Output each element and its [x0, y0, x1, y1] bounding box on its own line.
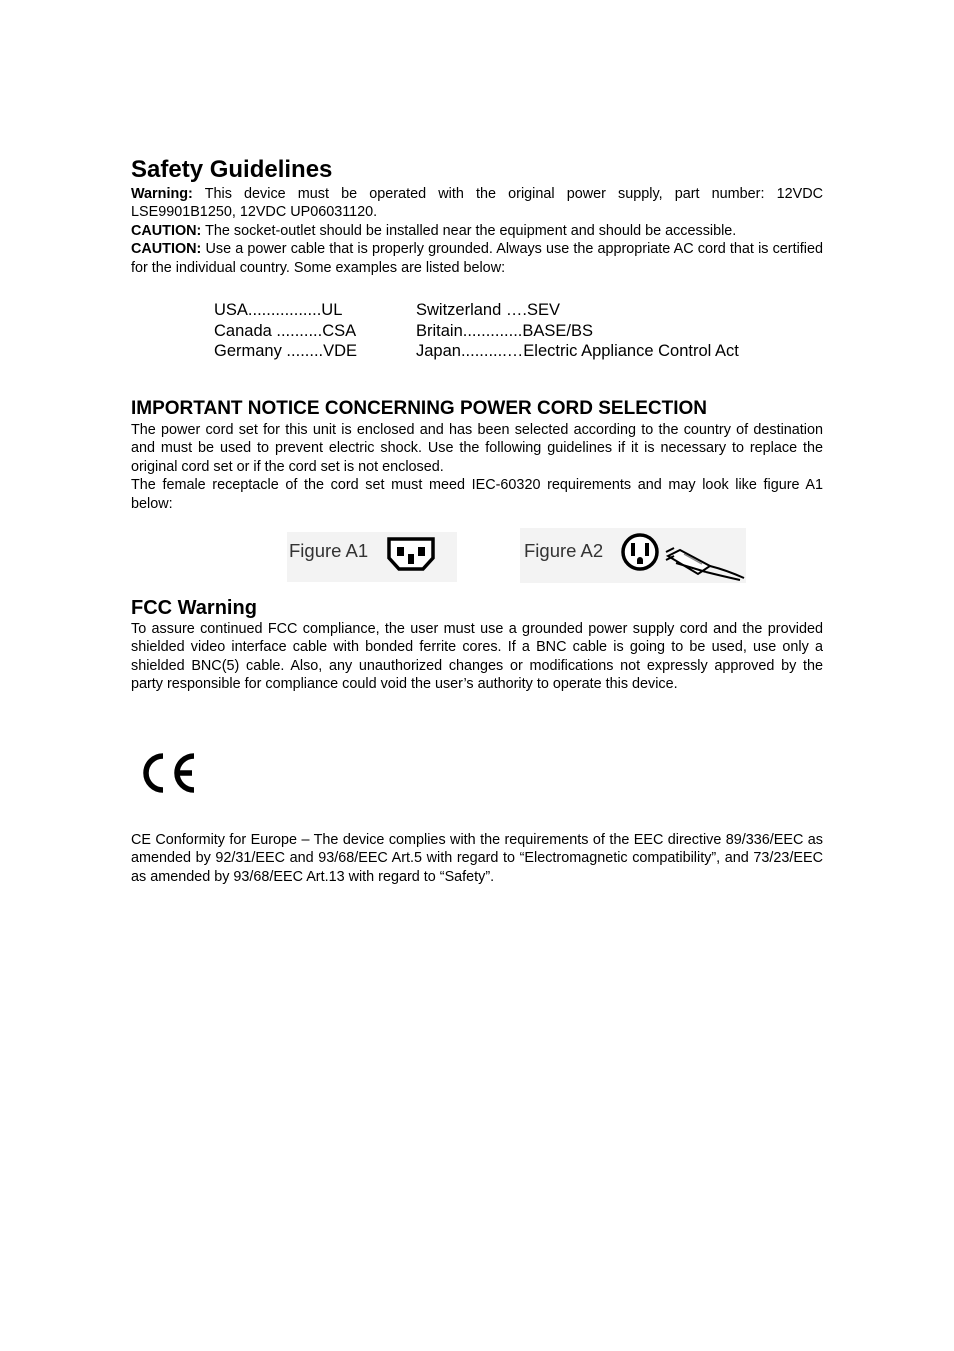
country-column-right [416, 300, 739, 362]
caution-cable-text: Use a power cable that is properly grounded. Always use the appropriate AC cord that is certified for the individual country. Some examples are listed below: [131, 241, 823, 276]
warning-paragraph [131, 185, 823, 222]
c13-receptacle-icon [385, 536, 437, 577]
warning-label: Warning: [131, 186, 193, 202]
figure-a2-label: Figure A2 [524, 540, 604, 561]
figure-a1-label: Figure A1 [289, 540, 369, 561]
ce-conformity-body [131, 831, 823, 886]
ce-mark-logo [139, 750, 199, 796]
caution-socket-paragraph [131, 222, 823, 240]
plug-icon [618, 530, 746, 587]
country-certification-list [214, 300, 814, 364]
receptacle-paragraph: The female receptacle of the cord set must meed IEC-60320 requirements and may look like figure A1 below: [131, 477, 823, 512]
caution-socket-text: The socket-outlet should be installed near the equipment and should be accessible. [201, 222, 737, 239]
warning-text: This device must be operated with the original power supply, part number: 12VDC LSE9901B1250, 12VDC UP06031120. [131, 186, 823, 221]
figure-a1 [287, 532, 457, 582]
page-title: Safety Guidelines [131, 156, 333, 183]
fcc-paragraph: To assure continued FCC compliance, the user must use a grounded power supply cord and the provided shielded video interface cable with bonded ferrite cores. If a BNC cable is going to be used, use only a shielded BNC(5) cable. Also, any unauthorized changes or modifications not expressly approved by the party responsible for compliance could void the user’s authority to operate this device. [131, 621, 823, 693]
country-item: Switzerland ….SEV [416, 301, 560, 319]
ce-conformity-paragraph: CE Conformity for Europe – The device complies with the requirements of the EEC directive 89/336/EEC as amended by 92/31/EEC and 93/68/EEC Art.5 with regard to “Electromagnetic compatibility”, and 73/23/EEC as amended by 93/68/EEC Art.13 with regard to “Safety”. [131, 832, 823, 885]
power-cord-body [131, 421, 823, 513]
country-item: Britain.............BASE/BS [416, 321, 593, 340]
safety-notes [131, 185, 823, 277]
power-cord-heading: IMPORTANT NOTICE CONCERNING POWER CORD SELECTION [131, 398, 707, 419]
caution-label: CAUTION: [131, 241, 202, 258]
power-cord-paragraph: The power cord set for this unit is enclosed and has been selected according to the country of destination and must be used to prevent electric shock. Use the following guidelines if it is necessary to replace the original cord set or if the cord set is not enclosed. [131, 422, 823, 475]
country-item: Japan..........…Electric Appliance Control Act [416, 342, 739, 360]
fcc-body [131, 620, 823, 694]
country-item: Germany ........VDE [214, 342, 358, 360]
caution-label: CAUTION: [131, 222, 202, 239]
country-column-left [214, 300, 357, 362]
figure-a2 [520, 528, 746, 583]
country-item: Canada ..........CSA [214, 321, 357, 340]
caution-cable-paragraph [131, 240, 823, 277]
country-item: USA................UL [214, 301, 343, 319]
fcc-heading: FCC Warning [131, 597, 257, 619]
